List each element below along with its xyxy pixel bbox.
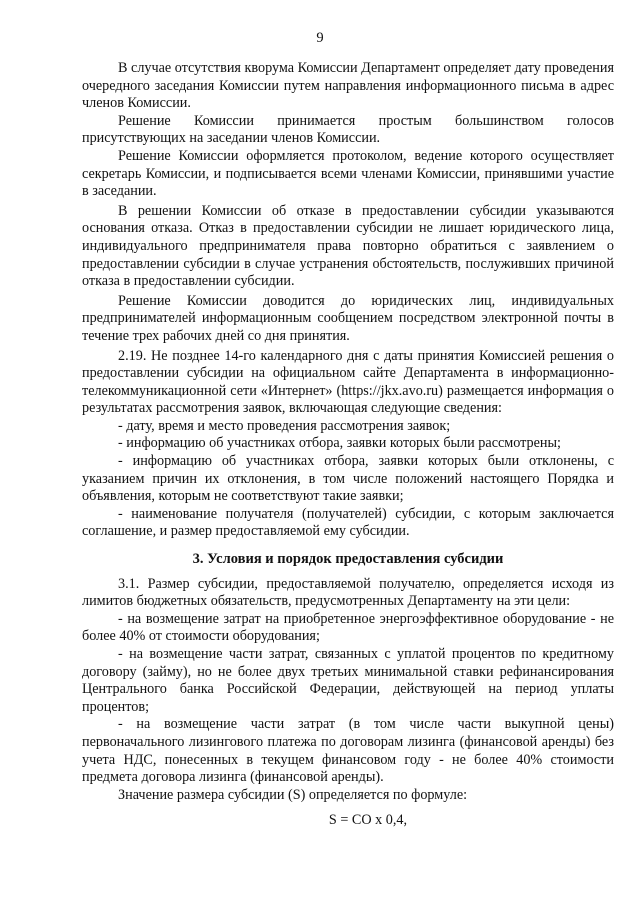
paragraph-refusal-grounds: В решении Комиссии об отказе в предоставлении субсидии указываются основания отказа. Отказ в предоставлении субсидии не лишает юридического лица, индивидуального предпринимателя права повторно обратиться с заявлением о предоставлении субсидии в случае устранения обстоятельств, послуживших причиной отказа в предоставлении субсидии. <box>82 202 614 290</box>
paragraph-notification: Решение Комиссии доводится до юридических лиц, индивидуальных предпринимателей информационным сообщением посредством электронной почты в течение трех рабочих дней со дня принятия. <box>82 292 614 344</box>
page-number: 9 <box>316 30 324 46</box>
document-body <box>82 60 614 830</box>
list-item-recipient: - наименование получателя (получателей) субсидии, с которым заключается соглашение, и размер предоставляемой ему субсидии. <box>82 505 614 540</box>
list-item-leasing: - на возмещение части затрат (в том числе части выкупной цены) первоначального лизингового платежа по договорам лизинга (финансовой аренды) без учета НДС, понесенных в текущем финансовом году - не более 40% стоимости предмета договора лизинга (финансовой аренды). <box>82 716 614 786</box>
paragraph-quorum: В случае отсутствия кворума Комиссии Департамент определяет дату проведения очередного заседания Комиссии путем направления информационного письма в адрес членов Комиссии. <box>82 60 614 112</box>
paragraph-3-1: 3.1. Размер субсидии, предоставляемой получателю, определяется исходя из лимитов бюджетных обязательств, предусмотренных Департаменту на эти цели: <box>82 575 614 610</box>
list-item-date-place: - дату, время и место проведения рассмотрения заявок; <box>118 417 451 434</box>
list-item-reviewed: - информацию об участниках отбора, заявки которых были рассмотрены; <box>118 435 561 452</box>
paragraph-formula-intro: Значение размера субсидии (S) определяется по формуле: <box>118 786 468 803</box>
list-item-rejected: - информацию об участниках отбора, заявки которых были отклонены, с указанием причин их отклонения, в том числе положений настоящего Порядка и объявления, которым не соответствуют такие заявки; <box>82 453 614 505</box>
paragraph-majority: Решение Комиссии принимается простым большинством голосов присутствующих на заседании членов Комиссии. <box>82 112 614 147</box>
formula: S = CO x 0,4, <box>328 812 408 829</box>
paragraph-2-19: 2.19. Не позднее 14-го календарного дня с даты принятия Комиссией решения о предоставлении субсидии на официальном сайте Департамента в информационно-телекоммуникационной сети «Интернет» (https://jkx.avo.ru) размещается информация о результатах рассмотрения заявок, включающая следующие сведения: <box>82 347 614 417</box>
section-heading: 3. Условия и порядок предоставления субсидии <box>192 551 504 568</box>
list-item-credit-interest: - на возмещение части затрат, связанных с уплатой процентов по кредитному договору (займу), но не более двух третьих минимальной ставки рефинансирования Центрального банка Российской Федерации, действующей на период уплаты процентов; <box>82 646 614 715</box>
paragraph-protocol: Решение Комиссии оформляется протоколом, ведение которого осуществляет секретарь Комиссии, и подписывается всеми членами Комиссии, принявшими участие в заседании. <box>82 147 614 200</box>
list-item-equipment: - на возмещение затрат на приобретенное энергоэффективное оборудование - не более 40% от стоимости оборудования; <box>82 610 614 645</box>
